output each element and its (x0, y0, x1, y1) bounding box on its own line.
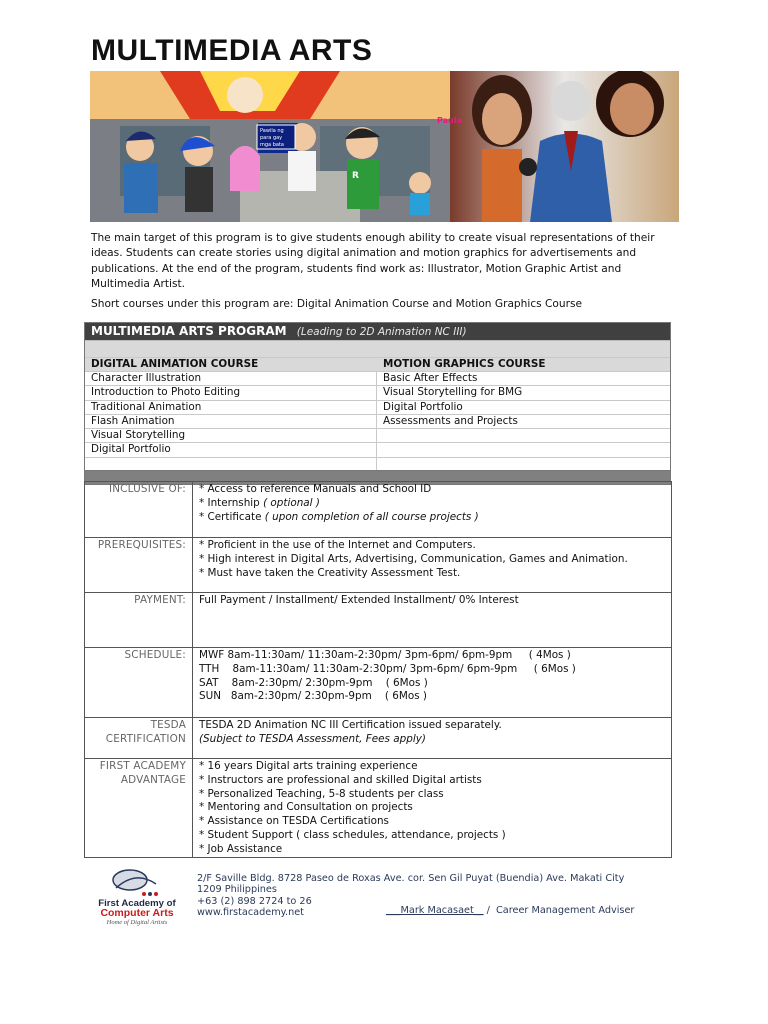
course-row (85, 385, 670, 399)
course-row (85, 400, 670, 414)
empty-cell (377, 458, 670, 470)
course-cell: Character Illustration (85, 372, 377, 385)
adviser-separator: / (483, 905, 497, 916)
course-cell: Assessments and Projects (383, 414, 518, 427)
course-cell: Visual Storytelling (85, 429, 377, 442)
logo-tagline: Home of Digital Artists (106, 919, 168, 926)
program-subtitle: (Leading to 2D Animation NC III) (296, 326, 467, 338)
page-title: MULTIMEDIA ARTS (91, 34, 373, 67)
program-spacer (85, 340, 670, 357)
svg-text:para gay: para gay (260, 135, 283, 141)
character-left (124, 131, 158, 213)
course-cell: Digital Portfolio (85, 443, 377, 456)
course-row (85, 428, 670, 442)
inclusive-line: * Access to reference Manuals and School ID (199, 483, 432, 495)
payment-value: Full Payment / Installment/ Extended Installment/ 0% Interest (193, 593, 672, 648)
advantage-line: * Assistance on TESDA Certifications (199, 815, 389, 828)
course-cell: Flash Animation (85, 415, 377, 428)
course-cell (377, 429, 670, 442)
course-cell: Traditional Animation (85, 401, 377, 414)
course-cell: Introduction to Photo Editing (85, 386, 377, 399)
row-tesda (85, 718, 672, 759)
inclusive-value (193, 482, 672, 538)
details-table (84, 481, 672, 858)
tesda-label-line: TESDA (150, 719, 186, 731)
inclusive-line (199, 497, 665, 511)
character-pink-hair (230, 146, 260, 191)
advantage-line: * Mentoring and Consultation on projects (199, 801, 413, 814)
speech-bubble (257, 125, 295, 149)
inclusive-label: INCLUSIVE OF: (85, 482, 193, 538)
motion-graphics-header: MOTION GRAPHICS COURSE (383, 358, 546, 370)
advantage-label-line: FIRST ACADEMY (99, 760, 186, 772)
phone-line: +63 (2) 898 2724 to 26 (197, 895, 312, 907)
prerequisite-line: * Must have taken the Creativity Assessment Test. (199, 566, 461, 579)
photo-girl-right (596, 71, 664, 137)
course-cell: Basic After Effects (383, 372, 478, 384)
intro-paragraph: The main target of this program is to give students enough ability to create visual representations of their ideas. Students can create stories using digital animation and motion graphics for advertisements and publications. At the end of the program, students find work as: Illustrator, Motion Graphic Artist and Multimedia Artist. (91, 232, 655, 290)
logo-line1: First Academy of (98, 898, 176, 909)
advantage-line: * Personalized Teaching, 5-8 students per class (199, 787, 444, 800)
prerequisite-line: * High interest in Digital Arts, Advertising, Communication, Games and Animation. (199, 552, 628, 565)
row-inclusive (85, 482, 672, 538)
banner-illustration (90, 71, 679, 222)
character-boy-headband (345, 127, 380, 209)
advantage-line: * 16 years Digital arts training experience (199, 760, 418, 772)
schedule-line: MWF 8am-11:30am/ 11:30am-2:30pm/ 3pm-6pm/ 6pm-9pm ( 4Mos ) (199, 649, 571, 661)
short-courses-line: Short courses under this program are: Digital Animation Course and Motion Graphics Course (91, 298, 583, 310)
payment-label: PAYMENT: (85, 593, 193, 648)
course-row (85, 371, 670, 385)
website-link[interactable]: www.firstacademy.net (197, 907, 304, 919)
tesda-label-line: CERTIFICATION (105, 732, 186, 745)
adviser-role: Career Management Adviser (496, 905, 635, 916)
schedule-label: SCHEDULE: (85, 648, 193, 718)
program-header (85, 323, 670, 340)
tesda-label (85, 718, 193, 759)
schedule-value (193, 648, 672, 718)
shirt-letter: R (352, 171, 359, 181)
advantage-label-line: ADVANTAGE (120, 773, 186, 786)
row-payment (85, 593, 672, 648)
prerequisites-value (193, 538, 672, 593)
name-tag: Paula (437, 116, 462, 125)
row-prerequisites (85, 538, 672, 593)
inclusive-note: ( optional ) (263, 496, 320, 509)
svg-text:mga bata: mga bata (260, 142, 284, 148)
digital-animation-header: DIGITAL ANIMATION COURSE (85, 358, 377, 371)
tesda-value (193, 718, 672, 759)
character-kid (409, 172, 431, 215)
inclusive-text: * Internship (199, 496, 264, 509)
program-title: MULTIMEDIA ARTS PROGRAM (91, 324, 287, 338)
row-schedule (85, 648, 672, 718)
course-cell: Digital Portfolio (383, 400, 463, 413)
course-cell (377, 443, 670, 456)
course-row-empty (85, 457, 670, 470)
adviser-name: ___Mark Macasaet__ (386, 905, 484, 916)
address-line: 2/F Saville Bldg. 8728 Paseo de Roxas Ave. cor. Sen Gil Puyat (Buendia) Ave. Makati City (197, 873, 625, 884)
course-header-row (85, 357, 670, 371)
inclusive-line (199, 511, 665, 525)
tesda-line: TESDA 2D Animation NC III Certification issued separately. (199, 719, 502, 731)
inclusive-text: * Certificate (199, 510, 265, 523)
advantage-value (193, 759, 672, 858)
course-row (85, 442, 670, 456)
course-row (85, 414, 670, 428)
schedule-line: SUN 8am-2:30pm/ 2:30pm-9pm ( 6Mos ) (199, 690, 427, 703)
advantage-line: * Student Support ( class schedules, attendance, projects ) (199, 828, 506, 841)
row-advantage (85, 759, 672, 858)
prerequisites-label: PREREQUISITES: (85, 538, 193, 593)
empty-cell (85, 458, 377, 470)
advantage-line: * Instructors are professional and skilled Digital artists (199, 773, 482, 786)
logo-line2: Computer Arts (100, 907, 174, 919)
prerequisite-line: * Proficient in the use of the Internet and Computers. (199, 539, 476, 551)
schedule-line: TTH 8am-11:30am/ 11:30am-2:30pm/ 3pm-6pm/ 6pm-9pm ( 6Mos ) (199, 662, 576, 675)
logo-mark-icon (96, 866, 178, 898)
schedule-line: SAT 8am-2:30pm/ 2:30pm-9pm ( 6Mos ) (199, 676, 428, 689)
tesda-note: (Subject to TESDA Assessment, Fees apply) (199, 732, 426, 745)
academy-logo (96, 866, 178, 926)
adviser-line (386, 905, 634, 916)
svg-text:Pawila ng: Pawila ng (260, 128, 284, 134)
advantage-line: * Job Assistance (199, 842, 283, 855)
course-cell: Visual Storytelling for BMG (383, 386, 523, 399)
inclusive-note: ( upon completion of all course projects ) (264, 510, 479, 523)
address-line: 1209 Philippines (197, 884, 277, 896)
program-table (84, 322, 671, 485)
advantage-label (85, 759, 193, 858)
character-blue-hair (180, 136, 215, 212)
